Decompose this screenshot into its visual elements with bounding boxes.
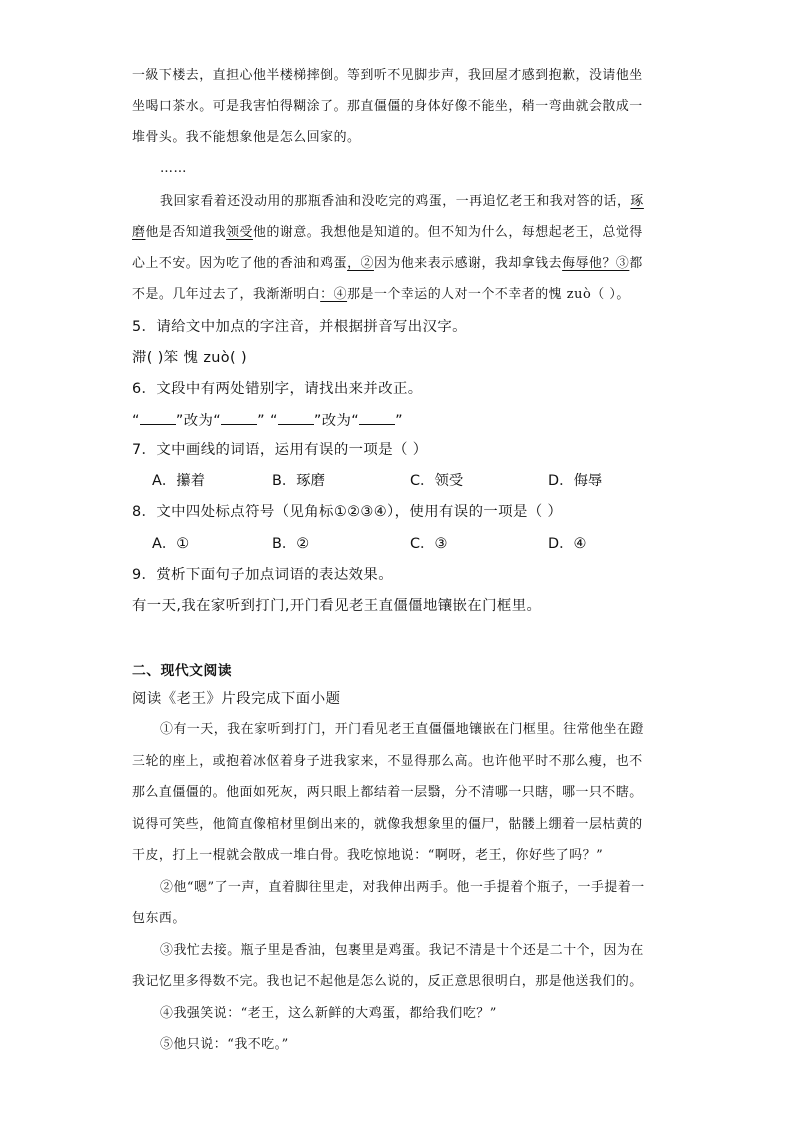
- underlined-word: ，②: [347, 256, 374, 271]
- question-6: 6．文段中有两处错别字，请找出来并改正。: [132, 381, 423, 397]
- option-b[interactable]: B．琢磨: [272, 473, 326, 489]
- question-6-answer-line: “ ”改为“ ” “ ”改为“ ”: [132, 413, 403, 429]
- underlined-word: 磨: [132, 225, 146, 240]
- blank[interactable]: [359, 412, 395, 425]
- passage-line: ④我强笑说：“老王，这么新鲜的大鸡蛋，都给我们吃？”: [160, 1006, 497, 1021]
- passage-line: 那么直僵僵的。他面如死灰，两只眼上都结着一层翳，分不清哪一只瞎，哪一只不瞎。: [132, 785, 643, 800]
- passage-line: 我记忆里多得数不完。我也记不起他是怎么说的，反正意思很明白，那是他送我们的。: [132, 974, 643, 989]
- passage-line: ②他“嗯”了一声，直着脚往里走，对我伸出两手。他一手提着个瓶子，一手提着一: [160, 880, 645, 895]
- question-5-answer-line: 滞( )笨 愧 zuò( ): [132, 350, 248, 366]
- passage-line: 说得可笑些，他简直像棺材里倒出来的，就像我想象里的僵尸，骷髅上绷着一层枯黄的: [132, 817, 643, 832]
- question-8: 8．文中四处标点符号（见角标①②③④），使用有误的一项是（ ）: [132, 504, 563, 520]
- question-5: 5．请给文中加点的字注音，并根据拼音写出汉字。: [132, 319, 467, 335]
- section-heading: 二、现代文阅读: [132, 663, 233, 679]
- passage-line: 我回家看着还没动用的那瓶香油和没吃完的鸡蛋，一再追忆老王和我对答的话，琢: [160, 194, 644, 209]
- question-7: 7．文中画线的词语，运用有误的一项是（ ）: [132, 442, 428, 458]
- option-b[interactable]: B．②: [272, 536, 310, 552]
- passage-line: 磨他是否知道我领受他的谢意。我想他是知道的。但不知为什么，每想起老王，总觉得: [132, 225, 643, 240]
- passage-line: ①有一天，我在家听到打门，开门看见老王直僵僵地镶嵌在门框里。往常他坐在蹬: [160, 722, 644, 737]
- underlined-word: 侮辱他？③: [562, 256, 630, 271]
- question-9: 9．赏析下面句子加点词语的表达效果。: [132, 567, 393, 583]
- passage-line: 坐喝口茶水。可是我害怕得糊涂了。那直僵僵的身体好像不能坐，稍一弯曲就会散成一: [132, 99, 643, 114]
- option-a[interactable]: A．攥着: [152, 473, 206, 489]
- section-instruction: 阅读《老王》片段完成下面小题: [132, 691, 341, 707]
- passage-line: 干皮，打上一棍就会散成一堆白骨。我吃惊地说：“啊呀，老王，你好些了吗？”: [132, 848, 604, 863]
- passage-line: 三轮的座上，或抱着冰伛着身子进我家来，不显得那么高。也许他平时不那么瘦，也不: [132, 754, 643, 769]
- underlined-word: ：④: [320, 287, 348, 302]
- underlined-word: 琢: [630, 194, 644, 209]
- passage-line: 堆骨头。我不能想象他是怎么回家的。: [132, 130, 361, 145]
- blank[interactable]: [221, 412, 257, 425]
- blank[interactable]: [140, 412, 176, 425]
- option-d[interactable]: D．侮辱: [548, 473, 603, 489]
- ellipsis: ……: [160, 161, 187, 176]
- passage-line: ③我忙去接。瓶子里是香油，包裹里是鸡蛋。我记不清是十个还是二十个，因为在: [160, 943, 644, 958]
- underlined-word: 领受: [226, 225, 253, 240]
- option-c[interactable]: C．③: [410, 536, 448, 552]
- option-a[interactable]: A．①: [152, 536, 190, 552]
- passage-line: 一級下楼去，直担心他半楼梯摔倒。等到听不见脚步声，我回屋才感到抱歉，没请他坐: [132, 68, 643, 83]
- passage-line: 心上不安。因为吃了他的香油和鸡蛋，②因为他来表示感谢，我却拿钱去侮辱他？③都: [132, 256, 643, 271]
- option-c[interactable]: C．领受: [410, 473, 464, 489]
- question-9-sentence: 有一天,我在家听到打门,开门看见老王直僵僵地镶嵌在门框里。: [132, 598, 542, 614]
- passage-line: ⑤他只说：“我不吃。”: [160, 1037, 289, 1052]
- blank[interactable]: [278, 412, 314, 425]
- option-d[interactable]: D．④: [548, 536, 587, 552]
- passage-line: 包东西。: [132, 911, 186, 926]
- passage-line: 不是。几年过去了，我渐渐明白：④那是一个幸运的人对一个不幸者的愧 zuò（ ）。: [132, 287, 630, 302]
